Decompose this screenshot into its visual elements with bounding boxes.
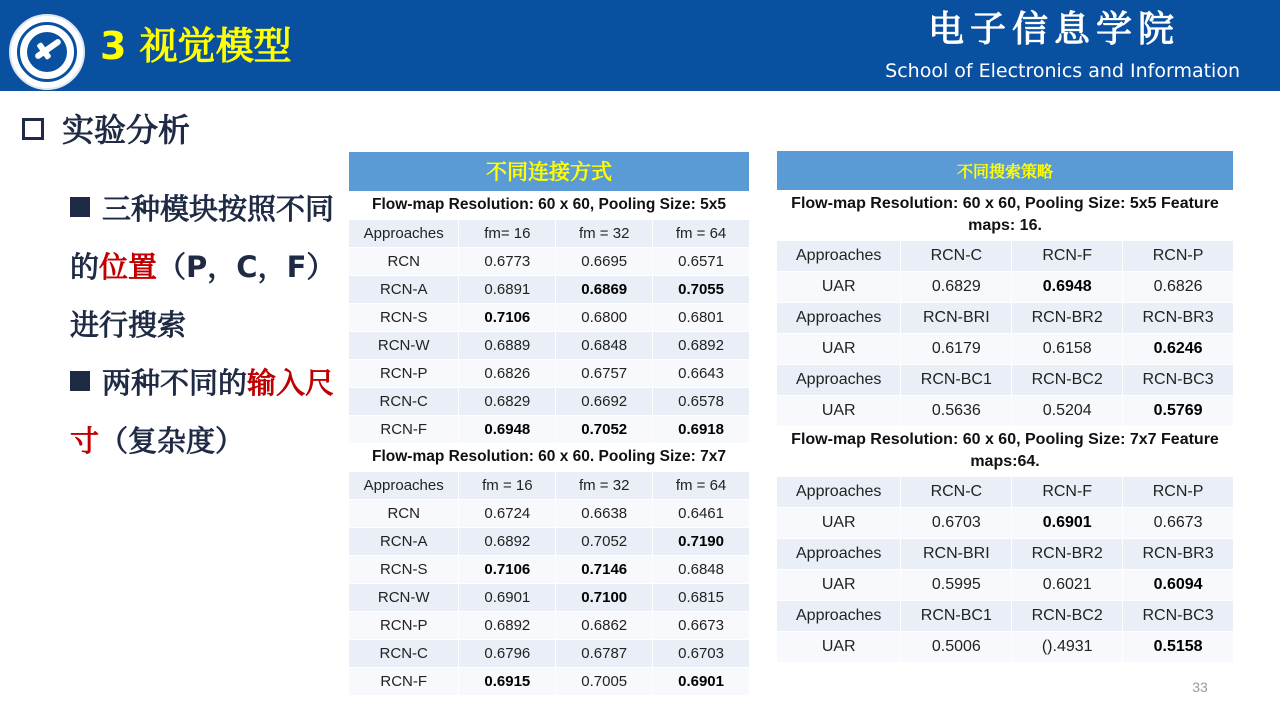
table-cell: 0.5636 bbox=[901, 395, 1012, 426]
page-number: 33 bbox=[1192, 679, 1208, 695]
table-cell: 0.6901 bbox=[459, 583, 556, 611]
table-subtitle-row bbox=[349, 191, 750, 219]
table-cell: 0.6901 bbox=[653, 667, 750, 695]
table-cell: 0.7190 bbox=[653, 527, 750, 555]
table-cell: 0.6891 bbox=[459, 275, 556, 303]
table-cell: RCN-BR3 bbox=[1123, 538, 1234, 569]
table-cell: 0.6673 bbox=[1123, 507, 1234, 538]
university-logo bbox=[9, 14, 85, 90]
table-subtitle-row bbox=[777, 426, 1234, 476]
table-cell: 0.6796 bbox=[459, 639, 556, 667]
table-cell: RCN-BC3 bbox=[1123, 600, 1234, 631]
table-cell: 0.6826 bbox=[1123, 271, 1234, 302]
table-title: 不同连接方式 bbox=[349, 152, 750, 191]
column-header: fm = 64 bbox=[653, 471, 750, 499]
table-cell: 0.6869 bbox=[556, 275, 653, 303]
table-cell: RCN-C bbox=[901, 476, 1012, 507]
table-cell: RCN-P bbox=[1123, 240, 1234, 271]
table-cell: RCN-BR2 bbox=[1012, 302, 1123, 333]
table-cell: 0.6892 bbox=[459, 611, 556, 639]
column-header: fm= 16 bbox=[459, 219, 556, 247]
table-cell: 0.6862 bbox=[556, 611, 653, 639]
table-row bbox=[349, 387, 750, 415]
row-label: Approaches bbox=[777, 240, 901, 271]
table-row bbox=[777, 302, 1234, 333]
table-row bbox=[777, 507, 1234, 538]
search-strategies-table bbox=[777, 151, 1234, 663]
table-cell: 0.6158 bbox=[1012, 333, 1123, 364]
table-cell: RCN-BRI bbox=[901, 302, 1012, 333]
table-cell: 0.6673 bbox=[653, 611, 750, 639]
table-row bbox=[349, 359, 750, 387]
bullet-text: 两种不同的 bbox=[102, 366, 248, 400]
row-label: UAR bbox=[777, 271, 901, 302]
slide-header bbox=[0, 0, 1280, 91]
table-cell: RCN-BRI bbox=[901, 538, 1012, 569]
table-cell: RCN-F bbox=[1012, 476, 1123, 507]
bullet-text: （P，C，F）进行搜索 bbox=[70, 250, 336, 342]
table-cell: RCN-C bbox=[901, 240, 1012, 271]
table-cell: 0.6918 bbox=[653, 415, 750, 443]
table-row bbox=[349, 247, 750, 275]
table-row bbox=[777, 271, 1234, 302]
table-cell: 0.6787 bbox=[556, 639, 653, 667]
table-cell: RCN-BC1 bbox=[901, 600, 1012, 631]
table-row bbox=[349, 555, 750, 583]
table-cell: 0.6703 bbox=[653, 639, 750, 667]
row-label: UAR bbox=[777, 333, 901, 364]
bullet-item bbox=[70, 354, 340, 470]
table-cell: 0.7100 bbox=[556, 583, 653, 611]
table-cell: 0.6815 bbox=[653, 583, 750, 611]
row-label: RCN-S bbox=[349, 303, 459, 331]
table-cell: RCN-BC2 bbox=[1012, 364, 1123, 395]
table-row bbox=[349, 499, 750, 527]
bullet-text: （复杂度） bbox=[99, 424, 245, 458]
row-label: RCN-P bbox=[349, 359, 459, 387]
column-header: Approaches bbox=[349, 471, 459, 499]
row-label: UAR bbox=[777, 631, 901, 662]
table-row bbox=[349, 667, 750, 695]
table-cell: 0.5158 bbox=[1123, 631, 1234, 662]
table-cell: 0.6801 bbox=[653, 303, 750, 331]
table-cell: 0.7106 bbox=[459, 555, 556, 583]
table-cell: 0.6578 bbox=[653, 387, 750, 415]
column-header: fm = 16 bbox=[459, 471, 556, 499]
row-label: RCN-S bbox=[349, 555, 459, 583]
table-row bbox=[349, 527, 750, 555]
table-cell: 0.6021 bbox=[1012, 569, 1123, 600]
table-cell: 0.6889 bbox=[459, 331, 556, 359]
table-cell: 0.6848 bbox=[653, 555, 750, 583]
table-cell: 0.6773 bbox=[459, 247, 556, 275]
connection-methods-table bbox=[349, 152, 750, 696]
table-cell: 0.5769 bbox=[1123, 395, 1234, 426]
row-label: UAR bbox=[777, 395, 901, 426]
table-cell: 0.6829 bbox=[901, 271, 1012, 302]
table-subtitle-row bbox=[349, 443, 750, 471]
table-title-row bbox=[777, 151, 1234, 190]
row-label: RCN bbox=[349, 247, 459, 275]
table-cell: RCN-F bbox=[1012, 240, 1123, 271]
table-cell: RCN-BR3 bbox=[1123, 302, 1234, 333]
hollow-square-bullet-icon bbox=[22, 118, 44, 140]
table-cell: 0.6948 bbox=[1012, 271, 1123, 302]
table-cell: ().4931 bbox=[1012, 631, 1123, 662]
table-cell: RCN-BC2 bbox=[1012, 600, 1123, 631]
table-row bbox=[777, 476, 1234, 507]
table-cell: 0.6643 bbox=[653, 359, 750, 387]
table-cell: 0.6246 bbox=[1123, 333, 1234, 364]
column-header-row bbox=[349, 219, 750, 247]
square-bullet-icon bbox=[70, 371, 90, 391]
school-name-english: School of Electronics and Information bbox=[885, 60, 1240, 82]
table-cell: RCN-BR2 bbox=[1012, 538, 1123, 569]
school-name-chinese: 电子信息学院 bbox=[927, 8, 1180, 50]
table-row bbox=[349, 415, 750, 443]
bullet-item bbox=[70, 180, 340, 354]
table-cell: 0.6829 bbox=[459, 387, 556, 415]
table-cell: 0.6948 bbox=[459, 415, 556, 443]
table-row bbox=[349, 275, 750, 303]
table-subtitle: Flow-map Resolution: 60 x 60. Pooling Size: 7x7 bbox=[349, 443, 750, 471]
table-row bbox=[777, 631, 1234, 662]
table-row bbox=[349, 611, 750, 639]
bullet-highlight-text: 位置 bbox=[99, 250, 158, 284]
table-cell: 0.6695 bbox=[556, 247, 653, 275]
column-header-row bbox=[349, 471, 750, 499]
table-title: 不同搜索策略 bbox=[777, 151, 1234, 190]
row-label: RCN-C bbox=[349, 387, 459, 415]
table-cell: RCN-BC1 bbox=[901, 364, 1012, 395]
row-label: RCN-A bbox=[349, 527, 459, 555]
table-cell: 0.6638 bbox=[556, 499, 653, 527]
table-cell: 0.7005 bbox=[556, 667, 653, 695]
table-cell: 0.6757 bbox=[556, 359, 653, 387]
table-cell: 0.5995 bbox=[901, 569, 1012, 600]
table-row bbox=[349, 639, 750, 667]
table-row bbox=[349, 303, 750, 331]
column-header: fm = 32 bbox=[556, 471, 653, 499]
slide-title: 3 视觉模型 bbox=[100, 24, 292, 68]
table-cell: RCN-P bbox=[1123, 476, 1234, 507]
table-row bbox=[349, 331, 750, 359]
table-cell: 0.6892 bbox=[653, 331, 750, 359]
table-subtitle-row bbox=[777, 190, 1234, 240]
table-cell: 0.5204 bbox=[1012, 395, 1123, 426]
table-cell: 0.6179 bbox=[901, 333, 1012, 364]
table-cell: 0.6461 bbox=[653, 499, 750, 527]
column-header: fm = 32 bbox=[556, 219, 653, 247]
table-subtitle: Flow-map Resolution: 60 x 60, Pooling Size: 7x7 Feature maps:64. bbox=[777, 426, 1234, 476]
table-cell: 0.7055 bbox=[653, 275, 750, 303]
table-cell: 0.5006 bbox=[901, 631, 1012, 662]
table-row bbox=[349, 583, 750, 611]
table-cell: 0.6692 bbox=[556, 387, 653, 415]
row-label: RCN-W bbox=[349, 331, 459, 359]
table-cell: 0.6571 bbox=[653, 247, 750, 275]
row-label: Approaches bbox=[777, 364, 901, 395]
table-cell: 0.6724 bbox=[459, 499, 556, 527]
column-header: fm = 64 bbox=[653, 219, 750, 247]
table-cell: RCN-BC3 bbox=[1123, 364, 1234, 395]
table-cell: 0.6901 bbox=[1012, 507, 1123, 538]
row-label: UAR bbox=[777, 507, 901, 538]
table-cell: 0.6703 bbox=[901, 507, 1012, 538]
table-subtitle: Flow-map Resolution: 60 x 60, Pooling Size: 5x5 bbox=[349, 191, 750, 219]
table-cell: 0.6826 bbox=[459, 359, 556, 387]
table-row bbox=[777, 600, 1234, 631]
table-cell: 0.6892 bbox=[459, 527, 556, 555]
table-cell: 0.6800 bbox=[556, 303, 653, 331]
row-label: Approaches bbox=[777, 302, 901, 333]
table-subtitle: Flow-map Resolution: 60 x 60, Pooling Size: 5x5 Feature maps: 16. bbox=[777, 190, 1234, 240]
row-label: RCN bbox=[349, 499, 459, 527]
table-row bbox=[777, 569, 1234, 600]
row-label: RCN-P bbox=[349, 611, 459, 639]
row-label: RCN-C bbox=[349, 639, 459, 667]
table-cell: 0.6848 bbox=[556, 331, 653, 359]
table-row bbox=[777, 333, 1234, 364]
bullet-list bbox=[70, 180, 340, 470]
table-row bbox=[777, 240, 1234, 271]
table-cell: 0.7052 bbox=[556, 527, 653, 555]
row-label: UAR bbox=[777, 569, 901, 600]
square-bullet-icon bbox=[70, 197, 90, 217]
table-cell: 0.7052 bbox=[556, 415, 653, 443]
column-header: Approaches bbox=[349, 219, 459, 247]
row-label: RCN-F bbox=[349, 667, 459, 695]
table-cell: 0.6915 bbox=[459, 667, 556, 695]
row-label: RCN-A bbox=[349, 275, 459, 303]
table-row bbox=[777, 395, 1234, 426]
table-title-row bbox=[349, 152, 750, 191]
row-label: Approaches bbox=[777, 600, 901, 631]
row-label: Approaches bbox=[777, 476, 901, 507]
section-heading-text: 实验分析 bbox=[62, 111, 191, 149]
table-cell: 0.6094 bbox=[1123, 569, 1234, 600]
bullet-highlight-text: 输入尺寸 bbox=[70, 366, 335, 458]
table-row bbox=[777, 364, 1234, 395]
bullet-text: 三种模块按照不同的 bbox=[70, 192, 335, 284]
table-cell: 0.7106 bbox=[459, 303, 556, 331]
table-row bbox=[777, 538, 1234, 569]
section-heading bbox=[22, 108, 190, 152]
row-label: Approaches bbox=[777, 538, 901, 569]
row-label: RCN-F bbox=[349, 415, 459, 443]
row-label: RCN-W bbox=[349, 583, 459, 611]
table-cell: 0.7146 bbox=[556, 555, 653, 583]
